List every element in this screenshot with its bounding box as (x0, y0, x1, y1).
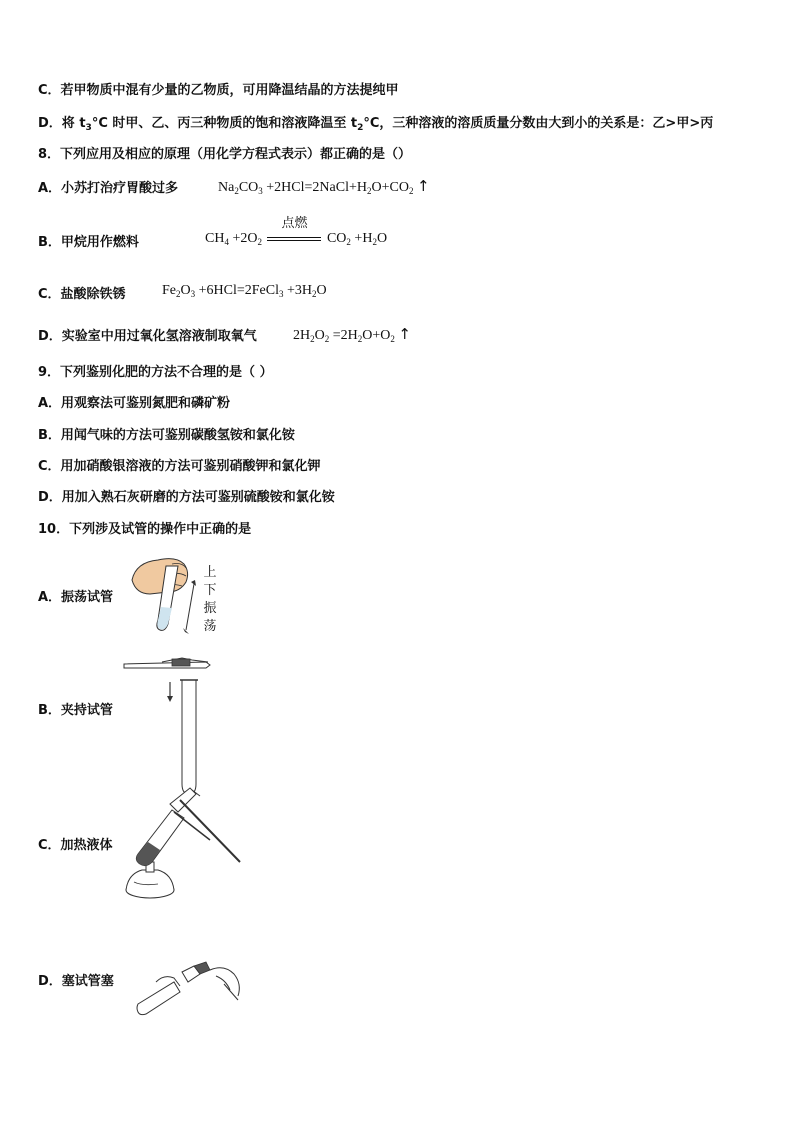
q9-option-c: C．用加硝酸银溶液的方法可鉴别硝酸钾和氯化钾 (38, 459, 321, 474)
q8-option-b-equation: $CH_4 +2O_2$ 点燃 $CO_2 +H_2O$ (205, 231, 387, 247)
shaking-test-tube-figure (128, 552, 238, 642)
q8-stem: 8．下列应用及相应的原理（用化学方程式表示）都正确的是（） (38, 147, 412, 162)
q8-option-c-label: C．盐酸除铁锈 (38, 287, 126, 302)
figure-label-dang: 荡 (203, 619, 217, 634)
q9-option-a: A．用观察法可鉴别氮肥和磷矿粉 (38, 396, 231, 411)
q10-option-d-label: D．塞试管塞 (38, 974, 114, 989)
figure-label-xia: 下 (203, 583, 217, 598)
q8-option-a-equation: $Na_2CO_3$ $+2HCl=2NaCl+H_2O+CO_2$ ↑ (218, 177, 430, 196)
figure-label-zhen: 振 (203, 601, 217, 616)
q8-option-d-equation: $2H_2O_2 =2H_2O+O_2$ ↑ (293, 325, 411, 344)
q10-option-b-label: B．夹持试管 (38, 703, 113, 718)
q10-option-a-label: A．振荡试管 (38, 590, 114, 605)
gas-arrow-icon: ↑ (398, 325, 411, 343)
tube-holder-figure (122, 656, 232, 796)
q7-option-c: C．若甲物质中混有少量的乙物质，可用降温结晶的方法提纯甲 (38, 83, 399, 98)
q7-option-d-part3: °C，三种溶液的溶质质量分数由大到小的关系是：乙>甲>丙 (363, 116, 714, 131)
figure-label-shang: 上 (203, 565, 217, 580)
gas-arrow-icon: ↑ (416, 177, 430, 195)
q8-option-b-label: B．甲烷用作燃料 (38, 235, 139, 250)
condition-text: 点燃 (281, 215, 308, 231)
q7-option-d-sub1: 3 (85, 123, 92, 133)
q7-option-d-part1: D．将 t (38, 116, 86, 131)
q8-option-c-equation: $Fe_2O_3$ +6HCl=2FeCl$_3$ $+3H_2O$ (162, 283, 327, 299)
q10-stem: 10．下列涉及试管的操作中正确的是 (38, 522, 252, 537)
q9-option-b: B．用闻气味的方法可鉴别碳酸氢铵和氯化铵 (38, 428, 295, 443)
q10-option-c-label: C．加热液体 (38, 838, 113, 853)
q9-option-d: D．用加入熟石灰研磨的方法可鉴别硫酸铵和氯化铵 (38, 490, 335, 505)
q7-option-d (38, 115, 713, 133)
q7-option-d-part2: °C 时甲、乙、丙三种物质的饱和溶液降温至 t (91, 116, 358, 131)
q9-stem: 9．下列鉴别化肥的方法不合理的是（ ） (38, 365, 273, 380)
reaction-condition (265, 215, 323, 246)
heating-liquid-figure (122, 782, 242, 912)
q8-option-a-label: A．小苏打治疗胃酸过多 (38, 181, 179, 196)
q7-option-d-sub2: 2 (357, 123, 364, 133)
stopper-insert-figure (134, 960, 244, 1020)
q8-option-d-label: D．实验室中用过氧化氢溶液制取氧气 (38, 329, 257, 344)
